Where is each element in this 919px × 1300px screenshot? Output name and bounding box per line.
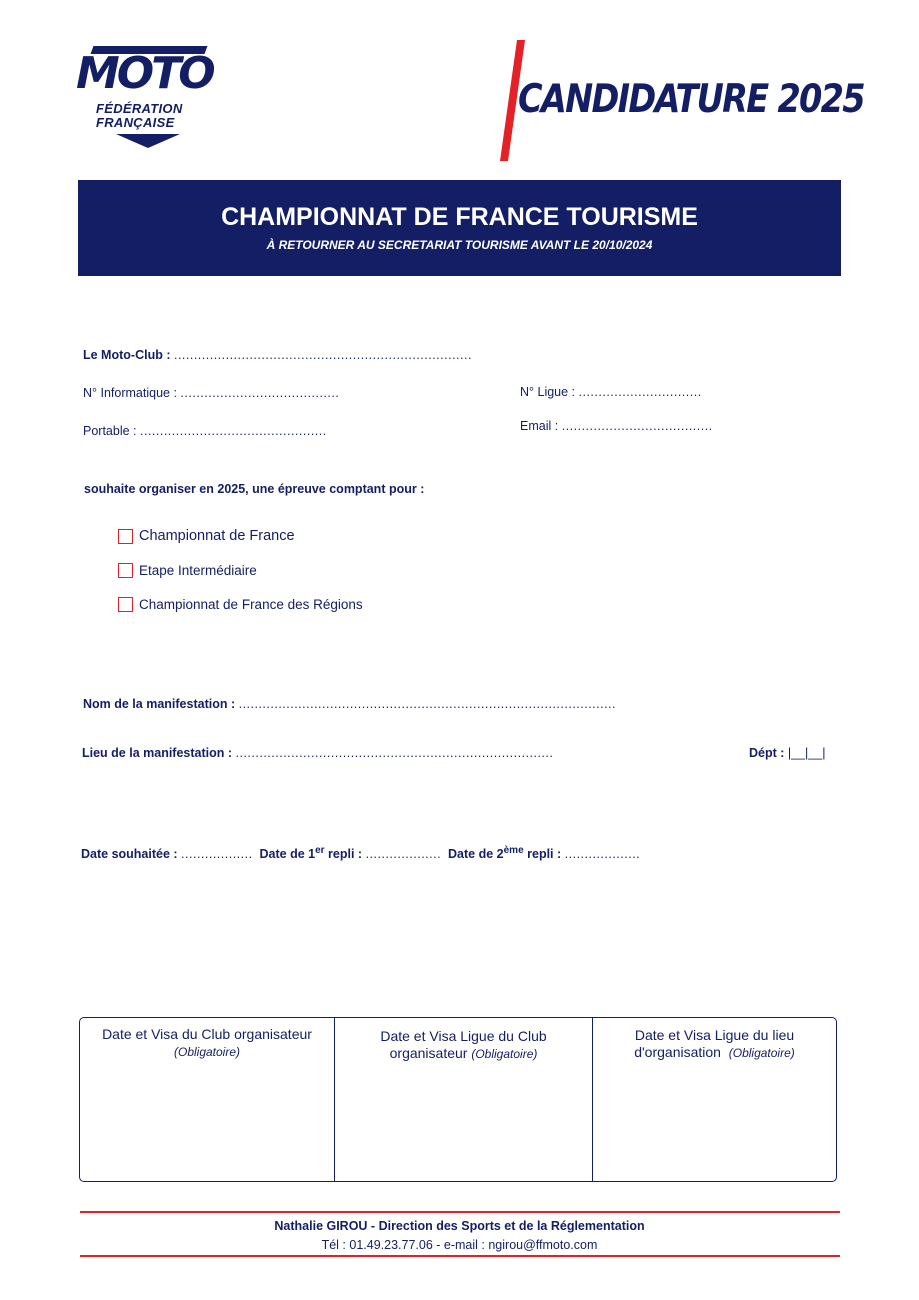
repli2-dots: ...................	[564, 847, 641, 861]
email-dots: ......................................	[561, 419, 713, 433]
repli1-sup: er	[315, 844, 325, 856]
option-etape-intermediaire[interactable]	[118, 563, 257, 578]
footer-contact-name: Nathalie GIROU - Direction des Sports et de la Réglementation	[274, 1219, 645, 1233]
checkbox[interactable]	[118, 563, 133, 578]
portable-field[interactable]	[83, 423, 327, 439]
visa-table	[79, 1017, 837, 1182]
repli1-label-b: repli :	[328, 847, 363, 861]
option-label: Championnat de France des Régions	[139, 597, 363, 612]
footer-bottom-line	[80, 1255, 840, 1257]
lieu-manifestation-dots: ................................................................................	[235, 746, 554, 760]
visa-club-note: (Obligatoire)	[173, 1045, 241, 1059]
visa-ligue-lieu-note: (Obligatoire)	[728, 1046, 795, 1060]
date-souhaitee-label: Date souhaitée :	[81, 847, 178, 861]
n-informatique-label: N° Informatique :	[83, 386, 177, 400]
repli1-label-a: Date de 1	[259, 847, 316, 861]
option-championnat-regions[interactable]	[118, 597, 363, 612]
ffm-logo	[76, 46, 218, 154]
n-ligue-label: N° Ligue :	[520, 385, 576, 399]
nom-manifestation-field[interactable]	[83, 696, 616, 712]
visa-ligue-club-title-b: organisateur	[389, 1045, 468, 1061]
checkbox[interactable]	[118, 597, 133, 612]
visa-ligue-club-cell[interactable]	[334, 1018, 592, 1181]
visa-ligue-lieu-title-b: d'organisation	[634, 1044, 721, 1060]
email-field[interactable]	[520, 418, 713, 434]
date-souhaitee-dots: ..................	[181, 847, 253, 861]
repli2-label-b: repli :	[527, 847, 562, 861]
nom-manifestation-dots: ...............................................................................................	[238, 697, 617, 711]
dates-row[interactable]	[81, 846, 640, 862]
title-banner	[78, 180, 841, 276]
option-label: Etape Intermédiaire	[139, 563, 257, 578]
dept-field[interactable]	[749, 745, 825, 761]
logo-word: MOTO	[76, 48, 213, 99]
repli2-sup: ème	[503, 844, 524, 856]
lieu-manifestation-label: Lieu de la manifestation :	[82, 746, 233, 760]
checkbox[interactable]	[118, 529, 133, 544]
souhaite-text: souhaite organiser en 2025, une épreuve comptant pour :	[84, 482, 425, 496]
email-label: Email :	[520, 419, 559, 433]
souhaite-heading	[84, 481, 424, 497]
logo-line-1: FÉDÉRATION	[96, 101, 183, 116]
logo-chevron-icon	[116, 134, 180, 148]
footer-contact-details: Tél : 01.49.23.77.06 - e-mail : ngirou@ffmoto.com	[321, 1238, 598, 1252]
repli2-label-a: Date de 2	[448, 847, 504, 861]
visa-ligue-lieu-title: Date et Visa Ligue du lieu	[634, 1027, 795, 1043]
n-informatique-field[interactable]	[83, 385, 339, 401]
n-informatique-dots: ........................................	[180, 386, 340, 400]
visa-ligue-club-note: (Obligatoire)	[471, 1047, 538, 1061]
visa-club-cell[interactable]	[80, 1018, 334, 1181]
option-label: Championnat de France	[139, 528, 295, 544]
portable-dots: ...............................................	[140, 424, 327, 438]
n-ligue-dots: ...............................	[578, 385, 702, 399]
nom-manifestation-label: Nom de la manifestation :	[83, 697, 236, 711]
visa-club-title: Date et Visa du Club organisateur	[102, 1026, 312, 1042]
visa-ligue-club-title: Date et Visa Ligue du Club	[380, 1028, 547, 1044]
portable-label: Portable :	[83, 424, 137, 438]
repli1-dots: ...................	[365, 847, 442, 861]
logo-line-2: FRANÇAISE	[96, 115, 175, 130]
banner-subtitle: À RETOURNER AU SECRETARIAT TOURISME AVANT LE 20/10/2024	[266, 238, 653, 252]
footer-top-line	[80, 1211, 840, 1213]
moto-club-label: Le Moto-Club :	[83, 348, 171, 362]
dept-box: |__|__|	[787, 746, 826, 760]
dept-label: Dépt :	[749, 746, 785, 760]
n-ligue-field[interactable]	[520, 384, 702, 400]
moto-club-field[interactable]	[83, 347, 472, 363]
lieu-manifestation-field[interactable]	[82, 745, 553, 761]
moto-club-dots: ...........................................................................	[173, 348, 472, 362]
visa-ligue-lieu-cell[interactable]	[592, 1018, 836, 1181]
banner-title: CHAMPIONNAT DE FRANCE TOURISME	[221, 203, 698, 231]
candidature-title: CANDIDATURE 2025	[518, 77, 864, 122]
option-championnat-de-france[interactable]	[118, 528, 295, 544]
